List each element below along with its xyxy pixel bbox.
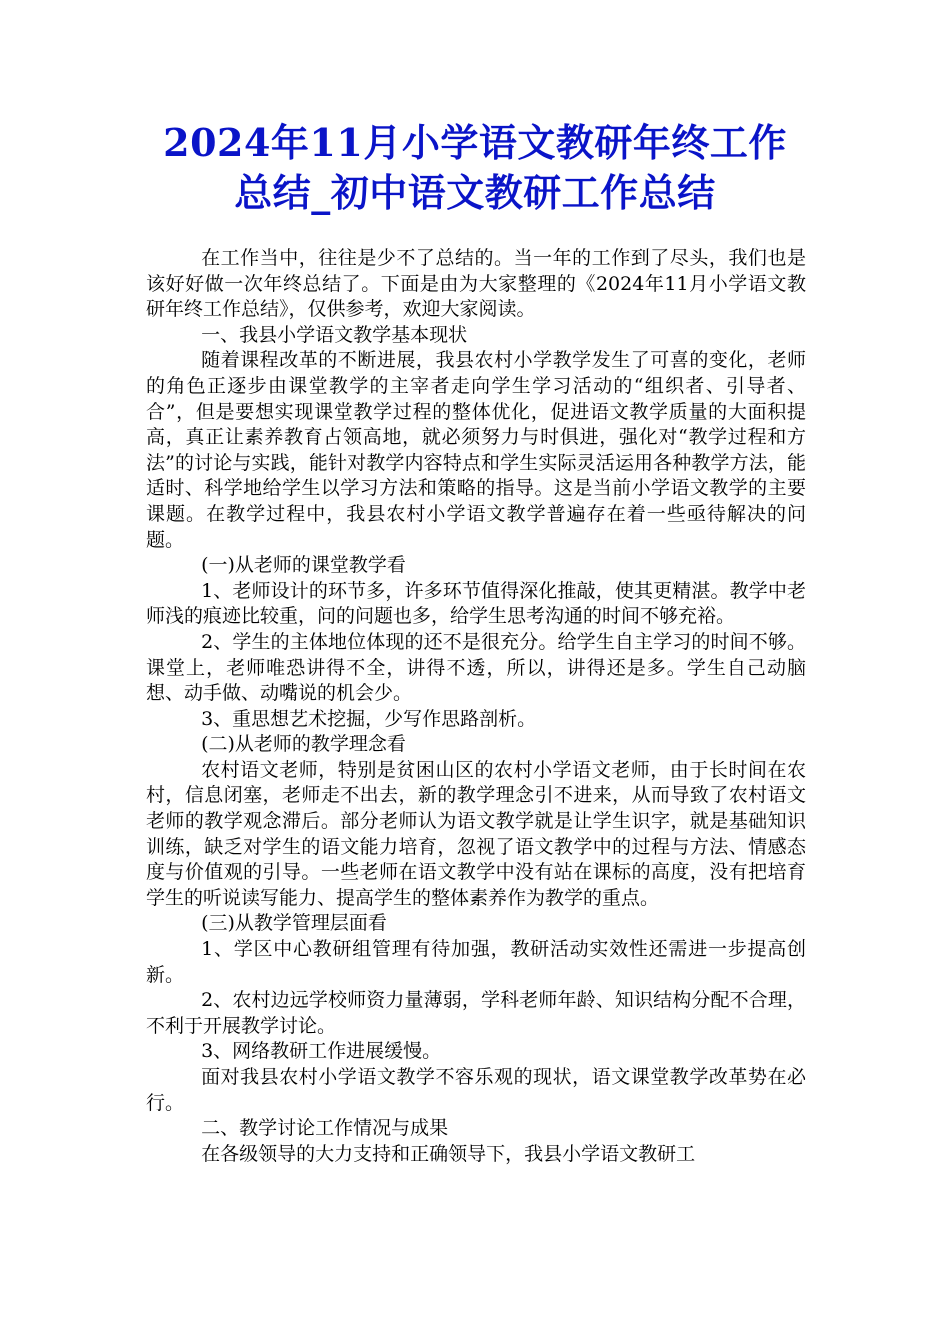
list-item: 1、学区中心教研组管理有待加强，教研活动实效性还需进一步提高创新。	[146, 938, 806, 986]
intro-paragraph: 在工作当中，往往是少不了总结的。当一年的工作到了尽头，我们也是该好好做一次年终总结了。下面是由为大家整理的《2024年11月小学语文教研年终工作总结》，仅供参考，欢迎大家阅读。	[146, 247, 806, 321]
document-body	[146, 246, 806, 1167]
title-line-1: 2024年11月小学语文教研年终工作	[163, 120, 787, 165]
list-item: 3、重思想艺术挖掘，少写作思路剖析。	[201, 707, 537, 730]
subsection-heading-2: (二)从老师的教学理念看	[201, 733, 406, 756]
title-line-2: 总结_初中语文教研工作总结	[234, 170, 716, 215]
body-paragraph: 农村语文老师，特别是贫困山区的农村小学语文老师，由于长时间在农村，信息闭塞，老师走不出去，新的教学理念引不进来，从而导致了农村语文老师的教学观念滞后。部分老师认为语文教学就是让学生识字，就是基础知识训练，缺乏对学生的语文能力培育，忽视了语文教学中的过程与方法、情感态度与价值观的引导。一些老师在语文教学中没有站在课标的高度，没有把培育学生的听说读写能力、提高学生的整体素养作为教学的重点。	[146, 758, 806, 909]
subsection-heading-1: (一)从老师的课堂教学看	[201, 554, 406, 577]
section-heading-1: 一、我县小学语文教学基本现状	[201, 323, 468, 346]
list-item: 2、农村边远学校师资力量薄弱，学科老师年龄、知识结构分配不合理，不利于开展教学讨论。	[146, 989, 806, 1037]
list-item: 2、学生的主体地位体现的还不是很充分。给学生自主学习的时间不够。课堂上，老师唯恐讲得不全，讲得不透，所以，讲得还是多。学生自己动脑想、动手做、动嘴说的机会少。	[146, 630, 806, 705]
list-item: 1、老师设计的环节多，许多环节值得深化推敲，使其更精湛。教学中老师浅的痕迹比较重，问的问题也多，给学生思考沟通的时间不够充裕。	[146, 579, 806, 628]
list-item: 3、网络教研工作进展缓慢。	[201, 1040, 442, 1063]
body-paragraph: 随着课程改革的不断进展，我县农村小学教学发生了可喜的变化，老师的角色正逐步由课堂教学的主宰者走向学生学习活动的“组织者、引导者、合”，但是要想实现课堂教学过程的整体优化，促进语文教学质量的大面积提高，真正让素养教育占领高地，就必须努力与时俱进，强化对“教学过程和方法”的讨论与实践，能针对教学内容特点和学生实际灵活运用各种教学方法，能适时、科学地给学生以学习方法和策略的指导。这是当前小学语文教学的主要课题。在教学过程中，我县农村小学语文教学普遍存在着一些亟待解决的问题。	[146, 349, 806, 551]
section-heading-2: 二、教学讨论工作情况与成果	[201, 1117, 449, 1140]
body-paragraph: 在各级领导的大力支持和正确领导下，我县小学语文教研工	[201, 1142, 696, 1165]
page-title	[100, 118, 850, 218]
body-paragraph: 面对我县农村小学语文教学不容乐观的现状，语文课堂教学改革势在必行。	[146, 1066, 806, 1114]
subsection-heading-3: (三)从教学管理层面看	[201, 912, 387, 935]
